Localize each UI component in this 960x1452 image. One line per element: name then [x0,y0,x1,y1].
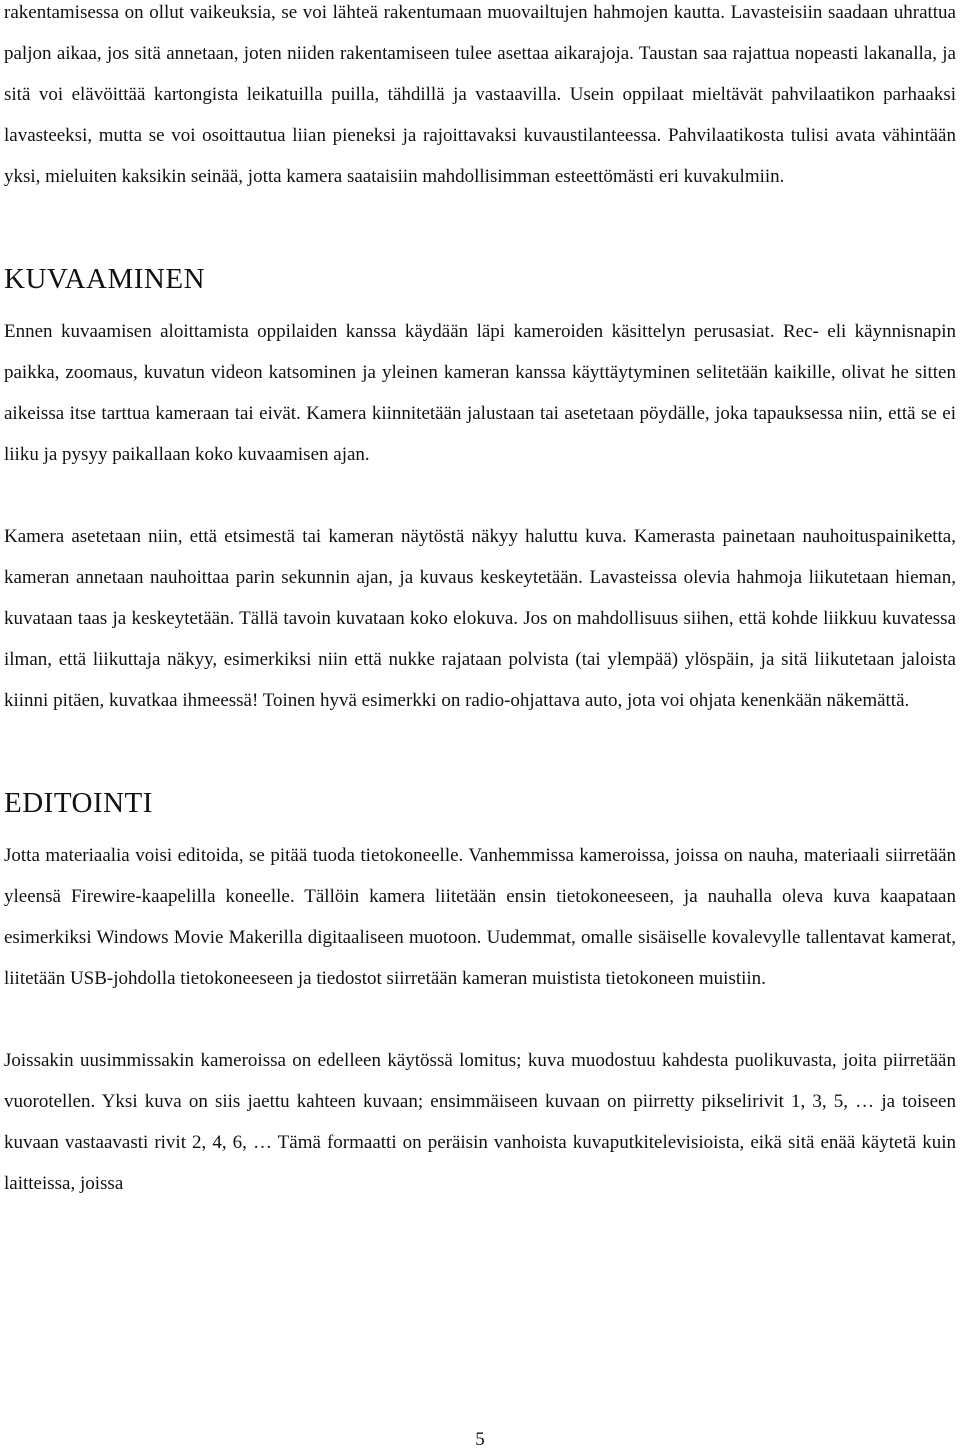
paragraph-editointi-2: Joissakin uusimmissakin kameroissa on edelleen käytössä lomitus; kuva muodostuu kahdesta puolikuvasta, joita piirretään vuorotellen. Yksi kuva on siis jaettu kahteen kuvaan; ensimmäiseen kuvaan on piirretty pikselirivit 1, 3, 5, … ja toiseen kuvaan vastaavasti rivit 2, 4, 6, … Tämä formaatti on peräisin vanhoista kuvaputkitelevisioista, eikä sitä enää käytetä kuin laitteissa, joissa [4,1050,956,1194]
heading-editointi: EDITOINTI [4,787,153,819]
paragraph-editointi-1: Jotta materiaalia voisi editoida, se pitää tuoda tietokoneelle. Vanhemmissa kameroissa, joissa on nauha, materiaali siirretään yleensä Firewire-kaapelilla koneelle. Tällöin kamera liitetään ensin tietokoneeseen, ja nauhalla oleva kuva kaapataan esimerkiksi Windows Movie Makerilla digitaaliseen muotoon. Uudemmat, omalle sisäiselle kovalevylle tallentavat kamerat, liitetään USB-johdolla tietokoneeseen ja tiedostot siirretään kameran muistista tietokoneen muistiin. [4,845,956,989]
document-page [4,0,956,1204]
paragraph-intro: rakentamisessa on ollut vaikeuksia, se voi lähteä rakentumaan muovailtujen hahmojen kautta. Lavasteisiin saadaan uhrattua paljon aikaa, jos sitä annetaan, joten niiden rakentamiseen tulee asettaa aikarajoja. Taustan saa rajattua nopeasti lakanalla, ja sitä voi elävöittää kartongista leikatuilla puilla, tähdillä ja vastaavilla. Usein oppilaat mieltävät pahvilaatikon parhaaksi lavasteeksi, mutta se voi osoittautua liian pieneksi ja rajoittavaksi kuvaustilanteessa. Pahvilaatikosta tulisi avata vähintään yksi, mieluiten kaksikin seinää, jotta kamera saataisiin mahdollisimman esteettömästi eri kuvakulmiin. [4,2,956,187]
paragraph-kuvaaminen-1: Ennen kuvaamisen aloittamista oppilaiden kanssa käydään läpi kameroiden käsittelyn perusasiat. Rec- eli käynnisnapin paikka, zoomaus, kuvatun videon katsominen ja yleinen kameran kanssa käyttäytyminen selitetään kaikille, olivat he sitten aikeissa itse tarttua kameraan tai eivät. Kamera kiinnitetään jalustaan tai asetetaan pöydälle, joka tapauksessa niin, että se ei liiku ja pysyy paikallaan koko kuvaamisen ajan. [4,321,956,465]
paragraph-kuvaaminen-2: Kamera asetetaan niin, että etsimestä tai kameran näytöstä näkyy haluttu kuva. Kamerasta painetaan nauhoituspainiketta, kameran annetaan nauhoittaa parin sekunnin ajan, ja kuvaus keskeytetään. Lavasteissa olevia hahmoja liikutetaan hieman, kuvataan taas ja keskeytetään. Tällä tavoin kuvataan koko elokuva. Jos on mahdollisuus siihen, että kohde liikkuu kuvatessa ilman, että liikuttaja näkyy, esimerkiksi niin että nukke rajataan polvista (tai ylempää) ylöspäin, ja sitä liikutetaan jaloista kiinni pitäen, kuvatkaa ihmeessä! Toinen hyvä esimerkki on radio-ohjattava auto, jota voi ohjata kenenkään näkemättä. [4,526,956,711]
page-number: 5 [475,1429,485,1450]
heading-kuvaaminen: KUVAAMINEN [4,263,206,295]
